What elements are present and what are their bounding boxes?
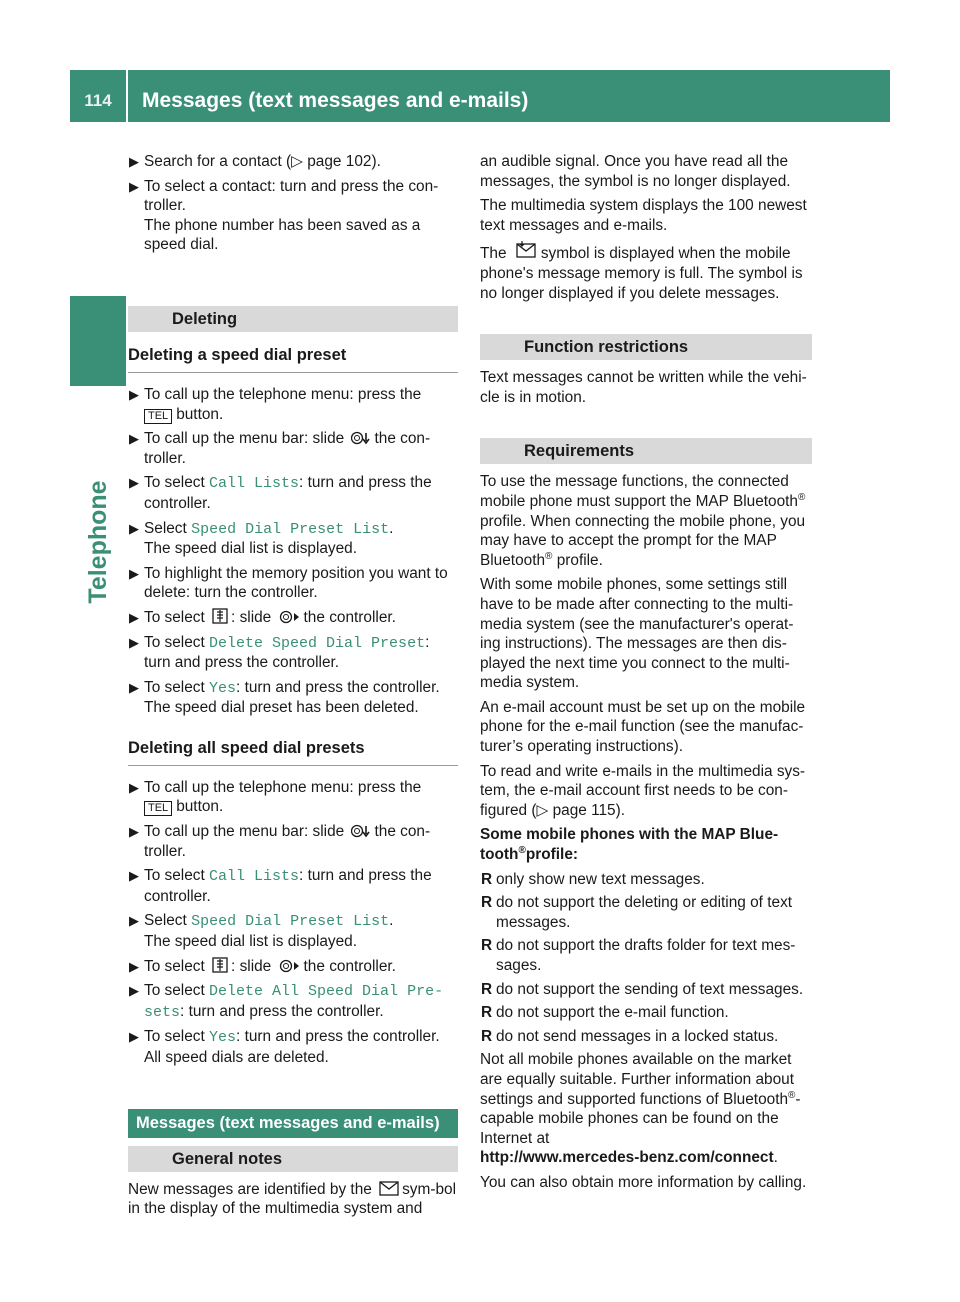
bullet-arrow-icon: ▶ xyxy=(129,520,139,536)
bullet-arrow-icon: ▶ xyxy=(129,154,139,169)
section-deleting: Deleting xyxy=(128,306,458,332)
right-column xyxy=(480,152,812,1198)
paragraph: You can also obtain more information by calling. xyxy=(480,1173,807,1191)
connect-link[interactable]: http://www.mercedes-benz.com/connect xyxy=(480,1149,774,1167)
list-item: ▶ To select Yes: turn and press the controller. The speed dial preset has been deleted. xyxy=(129,678,440,717)
side-tab-block xyxy=(70,296,126,386)
paragraph: Not all mobile phones available on the market are equally suitable. Further information about settings and supported functions of Bluetooth®-capable mobile phones can be found on the Internet at http://www.mercedes-benz.com/connect. xyxy=(480,1051,801,1167)
paragraph: The multimedia system displays the 100 newest text messages and e-mails. xyxy=(480,197,807,234)
bullet-arrow-icon: ▶ xyxy=(129,779,139,795)
list-item: ▶ To select Delete Speed Dial Preset: turn and press the controller. xyxy=(129,633,430,672)
section-general-notes: General notes xyxy=(128,1146,458,1172)
list-item: R do not send messages in a locked status. xyxy=(481,1027,779,1045)
bullet-arrow-icon: ▶ xyxy=(129,475,139,491)
controller-slide-right-icon xyxy=(279,959,301,973)
paragraph: An e-mail account must be set up on the mobile phone for the e-mail function (see the manufac-turer’s operating instructions). xyxy=(480,698,806,756)
memory-full-envelope-icon xyxy=(514,240,538,260)
bullet-arrow-icon: ▶ xyxy=(129,958,139,974)
heading-delete-one: Deleting a speed dial preset xyxy=(128,344,458,373)
section-messages: Messages (text messages and e-mails) xyxy=(128,1109,458,1138)
list-item: ▶ To select Delete All Speed Dial Pre‐sets: turn and press the controller. xyxy=(129,982,444,1021)
list-item: ▶ To select : slide the controller. xyxy=(129,957,396,975)
list-item: ▶ To select Yes: turn and press the controller. All speed dials are deleted. xyxy=(129,1028,440,1066)
left-column xyxy=(128,152,458,1224)
paragraph: Text messages cannot be written while the vehi-cle is in motion. xyxy=(480,369,807,406)
section-requirements: Requirements xyxy=(480,438,812,464)
bullet-arrow-icon: ▶ xyxy=(129,679,139,695)
list-item: R do not support the sending of text messages. xyxy=(481,980,804,998)
list-item: ▶ To call up the telephone menu: press the TEL button. xyxy=(129,778,422,816)
header-divider xyxy=(126,70,128,122)
bullet-arrow-icon: ▶ xyxy=(129,178,139,194)
list-item: ▶ To select Call Lists: turn and press the controller. xyxy=(129,867,432,905)
general-notes-text: New messages are identified by the sym-bol in the display of the multimedia system and xyxy=(128,1180,456,1218)
page-title: Messages (text messages and e-mails) xyxy=(142,89,529,112)
list-item: ▶ To call up the menu bar: slide the con-troller. xyxy=(129,430,431,467)
list-item: ▶ To select a contact: turn and press the con-troller. The phone number has been saved as a speed dial. xyxy=(129,177,439,254)
paragraph: an audible signal. Once you have read all the messages, the symbol is no longer displayed. xyxy=(480,153,791,190)
bullet-arrow-icon: ▶ xyxy=(129,431,139,447)
paragraph: To read and write e-mails in the multimedia sys-tem, the e-mail account first needs to be con-figured (▷ page 115). xyxy=(480,762,806,819)
list-item: R only show new text messages. xyxy=(481,870,705,888)
list-item: R do not support the drafts folder for text mes-sages. xyxy=(481,937,796,974)
controller-slide-down-icon xyxy=(351,431,371,445)
phonebook-icon xyxy=(212,608,228,624)
paragraph: The symbol is displayed when the mobile phone's message memory is full. The symbol is no longer displayed if you delete messages. xyxy=(480,240,812,303)
bullet-arrow-icon: ▶ xyxy=(129,609,139,625)
bullet-arrow-icon: ▶ xyxy=(129,983,139,999)
list-item: ▶ Select Speed Dial Preset List. The speed dial list is displayed. xyxy=(129,519,394,558)
list-item: ▶ To select : slide the controller. xyxy=(129,608,396,626)
list-item: ▶ To highlight the memory position you want to delete: turn the controller. xyxy=(129,564,448,602)
list-item: ▶ Select Speed Dial Preset List. The speed dial list is displayed. xyxy=(129,912,394,951)
controller-slide-down-icon xyxy=(351,824,371,838)
side-tab-label: Telephone xyxy=(84,480,112,604)
page-number: 114 xyxy=(84,91,112,110)
bullet-arrow-icon: ▶ xyxy=(129,824,139,840)
bullet-arrow-icon: ▶ xyxy=(129,1029,139,1045)
list-item: R do not support the deleting or editing of text messages. xyxy=(481,894,793,931)
bullet-arrow-icon: ▶ xyxy=(129,386,139,402)
list-item: ▶ Search for a contact (▷ page 102). xyxy=(129,153,381,170)
list-item: ▶ To call up the telephone menu: press the TEL button. xyxy=(129,385,422,423)
paragraph: Some mobile phones with the MAP Blue-tooth®profile: xyxy=(480,826,779,864)
bullet-arrow-icon: ▶ xyxy=(129,868,139,884)
controller-slide-right-icon xyxy=(279,610,301,624)
paragraph: With some mobile phones, some settings still have to be made after connecting to the multi-media system (see the manufacturer's operat-ing instructions). The messages are then dis-played the next time you connect to the multi-media system. xyxy=(480,576,794,692)
list-item: ▶ To call up the menu bar: slide the con-troller. xyxy=(129,823,431,860)
section-function-restrictions: Function restrictions xyxy=(480,334,812,360)
tel-key-icon: TEL xyxy=(144,801,172,816)
list-item: ▶ To select Call Lists: turn and press the controller. xyxy=(129,474,432,512)
phonebook-icon xyxy=(212,957,228,973)
paragraph: To use the message functions, the connected mobile phone must support the MAP Bluetooth® profile. When connecting the mobile phone, you may have to accept the prompt for the MAP Bluetooth® profile. xyxy=(480,473,806,569)
heading-delete-all: Deleting all speed dial presets xyxy=(128,737,458,766)
bullet-arrow-icon: ▶ xyxy=(129,565,139,581)
bullet-arrow-icon: ▶ xyxy=(129,634,139,650)
bullet-arrow-icon: ▶ xyxy=(129,913,139,929)
envelope-icon xyxy=(379,1181,399,1196)
tel-key-icon: TEL xyxy=(144,409,172,424)
list-item: R do not support the e-mail function. xyxy=(481,1004,729,1022)
